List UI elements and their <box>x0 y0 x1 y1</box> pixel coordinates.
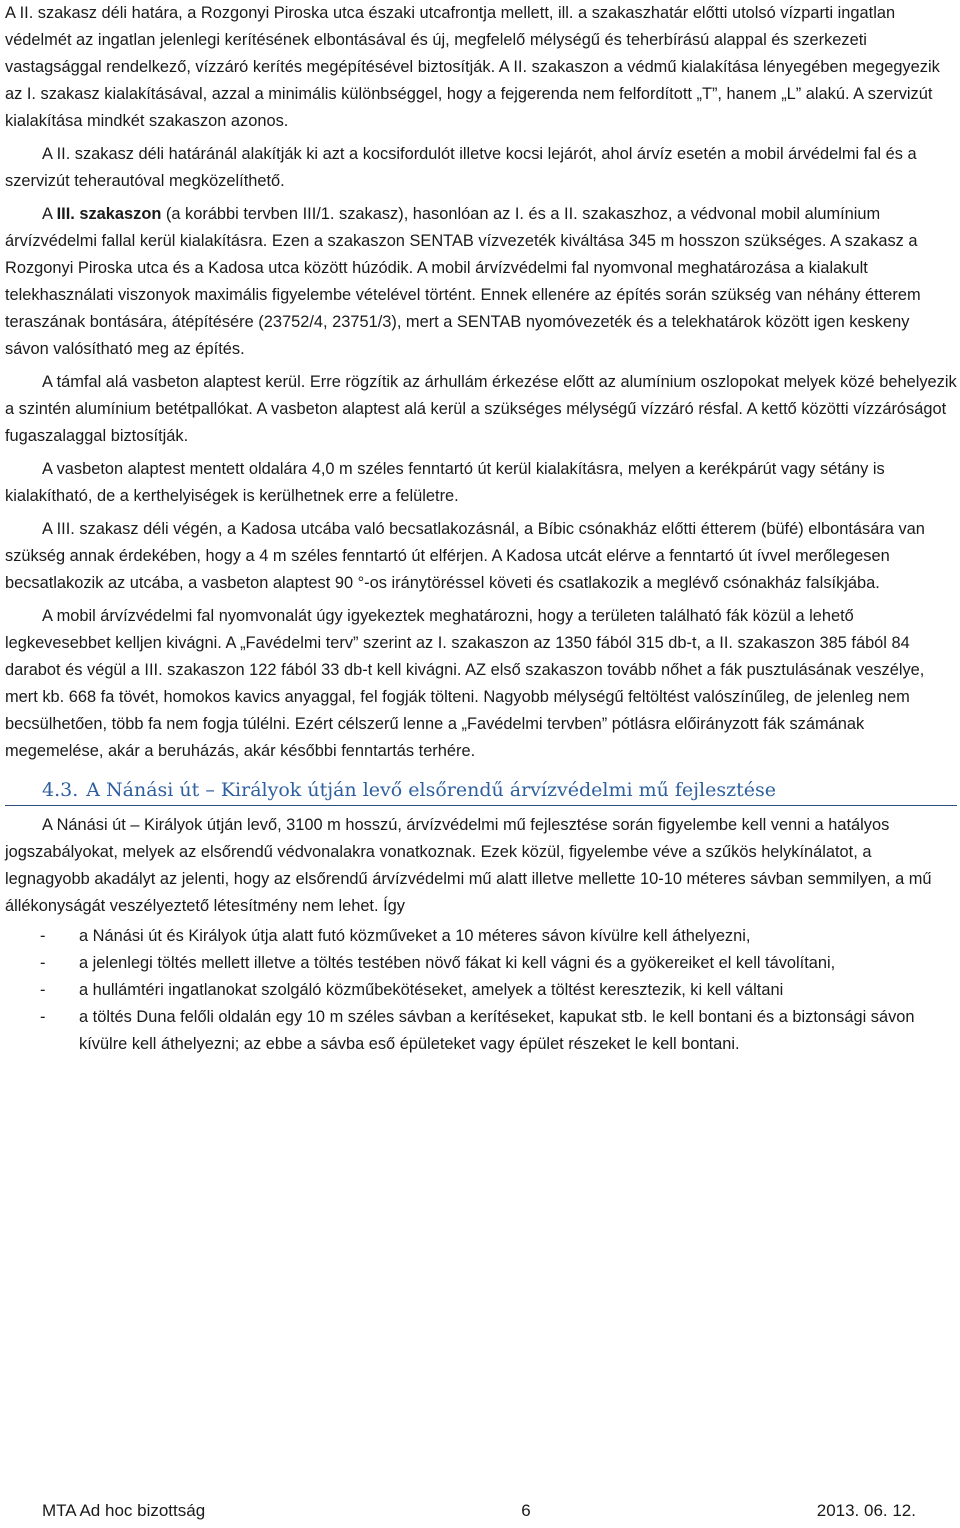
list-dash: - <box>40 927 46 945</box>
list-item-text: a jelenlegi töltés mellett illetve a töltés testében növő fákat ki kell vágni és a gyökereiket el kell távolítani, <box>79 954 836 972</box>
list-dash: - <box>40 981 46 999</box>
list-item <box>5 977 957 1004</box>
footer-page-number: 6 <box>521 1501 531 1520</box>
document-page <box>5 0 957 1058</box>
list-item <box>5 950 957 977</box>
list-item <box>5 923 957 950</box>
page-footer <box>42 1499 916 1523</box>
list-item-text: a Nánási út és Királyok útja alatt futó közműveket a 10 méteres sávon kívülre kell áthelyezni, <box>79 927 751 945</box>
paragraph-section-iii-lead: A <box>42 205 53 223</box>
paragraph-kadosa-junction: A III. szakasz déli végén, a Kadosa utcába való becsatlakozásnál, a Bíbic csónakház előtti étterem (büfé) elbontására van szükség annak érdekében, hogy a 4 m széles fenntartó út elférjen. A Kadosa utcát elérve a fenntartó út ívvel merőlegesen becsatlakozik az utcába, a vasbeton alaptest 90 °-os iránytöréssel követi és csatlakozik a meglévő csónakház falsíkjába. <box>5 520 925 592</box>
list-dash: - <box>40 954 46 972</box>
section-title: A Nánási út – Királyok útján levő elsőrendű árvízvédelmi mű fejlesztése <box>86 779 776 801</box>
list-item <box>5 1004 957 1058</box>
list-dash: - <box>40 1008 46 1026</box>
paragraph-section-iii-text: (a korábbi tervben III/1. szakasz), hasonlóan az I. és a II. szakaszhoz, a védvonal mobil alumínium árvízvédelmi fallal kerül kialakításra. Ezen a szakaszon SENTAB vízvezeték kiváltása 345 m hosszon szükséges. A szakasz a Rozgonyi Piroska utca és a Kadosa utca között húzódik. A mobil árvízvédelmi fal nyomvonal meghatározása a kialakult telekhasználati viszonyok maximális figyelembe vételével történt. Ennek ellenére az építés során szükség van néhány étterem teraszának bontására, átépítésére (23752/4, 23751/3), mert a SENTAB nyomóvezeték és a telekhatárok között igen keskeny sávon valósítható meg az építés. <box>5 205 921 358</box>
list-item-text: a töltés Duna felőli oldalán egy 10 m széles sávban a kerítéseket, kapukat stb. le kell bontani és a biztonsági sávon kívülre kell áthelyezni; az ebbe a sávba eső épületeket vagy épület részeket le kell bontani. <box>79 1008 915 1053</box>
paragraph-turnaround: A II. szakasz déli határánál alakítják ki azt a kocsifordulót illetve kocsi lejárót, ahol árvíz esetén a mobil árvédelmi fal és a szervizút teherautóval megközelíthető. <box>5 145 917 190</box>
paragraph-section-intro: A Nánási út – Királyok útján levő, 3100 m hosszú, árvízvédelmi mű fejlesztése során figyelembe kell venni a hatályos jogszabályokat, melyek az elsőrendű védvonalakra vonatkoznak. Ezek közül, figyelembe véve a szűkös helykínálatot, a legnagyobb akadályt az jelenti, hogy az elsőrendű árvízvédelmi mű alatt illetve mellette 10-10 méteres sávban semmilyen, a mű állékonyságát veszélyeztető létesítmény nem lehet. Így <box>5 816 932 915</box>
list-item-text: a hullámtéri ingatlanokat szolgáló közműbekötéseket, amelyek a töltést keresztezik, ki kell váltani <box>79 981 784 999</box>
paragraph-section-iii-bold: III. szakaszon <box>56 205 162 223</box>
paragraph-retaining-wall: A támfal alá vasbeton alaptest kerül. Erre rögzítik az árhullám érkezése előtt az alumínium oszlopokat melyek közé behelyezik a szintén alumínium betétpallókat. A vasbeton alaptest alá kerül a szükséges mélységű vízzáró résfal. A kettő közötti vízzáróságot fugaszalaggal biztosítják. <box>5 373 957 445</box>
paragraph-tree-protection: A mobil árvízvédelmi fal nyomvonalát úgy igyekeztek meghatározni, hogy a területen található fák közül a lehető legkevesebbet kelljen kivágni. A „Favédelmi terv” szerint az I. szakaszon az 1350 fából 315 db-t, a II. szakaszon 385 fából 84 darabot és végül a III. szakaszon 122 fából 33 db-t kell kivágni. AZ első szakaszon tovább nőhet a fák pusztulásának veszélye, mert kb. 668 fa tövét, homokos kavics anyaggal, fel fogják tölteni. Nagyobb mélységű feltöltést valószínűleg, de jelenleg nem becsülhetően, több fa nem fogja túlélni. Ezért célszerű lenne a „Favédelmi tervben” pótlásra előirányzott fák számának megemelése, akár a beruházás, akár későbbi fenntartás terhére. <box>5 607 925 760</box>
paragraph-section-iii <box>5 201 957 363</box>
paragraph-section-ii-boundary: A II. szakasz déli határa, a Rozgonyi Piroska utca északi utcafrontja mellett, ill. a szakaszhatár előtti utolsó vízparti ingatlan védelmét az ingatlan jelenlegi kerítésének elbontásával és új, megfelelő mélységű és teherbírású alappal és szerkezeti vastagsággal rendelkező, vízzáró kerítés megépítésével biztosítják. A II. szakaszon a védmű kialakítása lényegében megegyezik az I. szakasz kialakításával, azzal a minimális különbséggel, hogy a fejgerenda nem felfordított „T”, hanem „L” alakú. A szervizút kialakítása mindkét szakaszon azonos. <box>5 4 940 130</box>
footer-date: 2013. 06. 12. <box>816 1501 916 1520</box>
paragraph-maintenance-road: A vasbeton alaptest mentett oldalára 4,0 m széles fenntartó út kerül kialakításra, melyen a kerékpárút vagy sétány is kialakítható, de a kerthelyiségek is kerülhetnek erre a felületre. <box>5 460 885 505</box>
section-number: 4.3. <box>42 779 79 801</box>
section-heading <box>5 775 957 806</box>
footer-organization: MTA Ad hoc bizottság <box>42 1501 206 1520</box>
requirements-list <box>5 923 957 1058</box>
